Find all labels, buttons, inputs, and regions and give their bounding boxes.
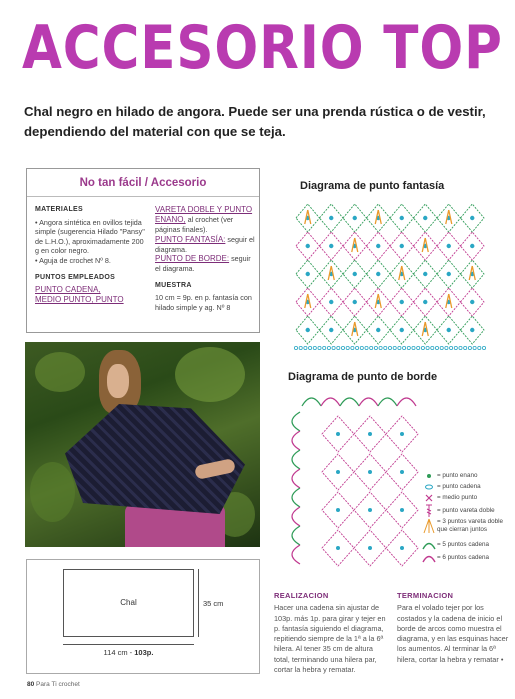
width-dimension-line <box>63 644 194 645</box>
chain-stitch <box>403 346 406 349</box>
border-arc <box>302 398 321 406</box>
muestra-title: MUESTRA <box>155 281 192 289</box>
stitch-mark <box>447 328 451 332</box>
materiales-needle: • Aguja de crochet Nº 8. <box>35 255 111 265</box>
stitch-mark <box>470 216 474 220</box>
chain-stitch <box>450 346 453 349</box>
cluster-icon <box>421 518 437 534</box>
chain-stitch <box>478 346 481 349</box>
stitch-mark <box>447 244 451 248</box>
diagram-fantasia <box>282 196 498 358</box>
stitch-borde: PUNTO DE BORDE: <box>155 254 230 264</box>
info-right-column <box>155 205 257 313</box>
magazine-name: Para Ti crochet <box>36 681 80 688</box>
border-arc <box>292 431 300 450</box>
stitch-mark <box>353 300 357 304</box>
height-dimension: 35 cm <box>203 599 224 608</box>
chain-stitch <box>309 346 312 349</box>
muestra-text: 10 cm = 9p. en p. fantasía con hilado simple y ag. Nº 8 <box>155 293 252 312</box>
stitch-fantasia: PUNTO FANTASÍA: <box>155 234 226 244</box>
stitch-mark <box>400 508 404 512</box>
stitch-mark <box>470 244 474 248</box>
cross-icon <box>421 493 437 503</box>
stitch-mark <box>368 508 372 512</box>
border-arc <box>378 398 397 406</box>
chain-stitch <box>332 346 335 349</box>
stitch-mark <box>400 328 404 332</box>
chain-stitch <box>393 346 396 349</box>
chain-stitch <box>360 346 363 349</box>
legend-item: = medio punto <box>421 492 513 503</box>
chain-stitch <box>435 346 438 349</box>
stitch-mark <box>329 300 333 304</box>
puntos-title: PUNTOS EMPLEADOS <box>35 273 116 281</box>
stitch-mark <box>400 546 404 550</box>
shawl-label: Chal <box>120 598 137 607</box>
stitch-mark <box>400 432 404 436</box>
chain-stitch <box>318 346 321 349</box>
legend-item: = punto cadena <box>421 481 513 492</box>
tall-stitch-icon <box>421 504 437 518</box>
shawl-schematic <box>26 559 260 674</box>
stitch-mark <box>353 272 357 276</box>
border-arc <box>359 398 378 406</box>
chain-stitch <box>341 346 344 349</box>
chain-stitch <box>445 346 448 349</box>
chain-stitch <box>299 346 302 349</box>
stitch-mark <box>400 244 404 248</box>
difficulty-heading: No tan fácil / Accesorio <box>27 169 259 197</box>
chain-stitch <box>407 346 410 349</box>
realizacion-section <box>274 591 388 675</box>
border-arc <box>292 412 300 431</box>
border-arc <box>292 545 300 564</box>
chain-stitch <box>417 346 420 349</box>
materiales-text: • Angora sintética en ovillos tejida simple (sugerencia Hilado "Pansy" de L.H.O.), aproximadamente 200 g en color negro. <box>35 217 145 256</box>
stitch-vareta: VARETA DOBLE Y PUNTO ENANO, <box>155 205 253 224</box>
border-arc <box>397 398 416 406</box>
foliage <box>30 462 75 522</box>
legend-item: = punto vareta doble <box>421 503 513 518</box>
chain-stitch <box>388 346 391 349</box>
chain-stitch <box>370 346 373 349</box>
chain-stitch <box>304 346 307 349</box>
chain-stitch <box>384 346 387 349</box>
stitch-mark <box>329 244 333 248</box>
stitch-cadena: PUNTO CADENA, <box>35 285 101 295</box>
stitch-mark <box>336 470 340 474</box>
width-dimension: 114 cm - 103p. <box>103 648 154 657</box>
arc6-icon <box>421 553 437 563</box>
stitch-mark <box>423 216 427 220</box>
chain-stitch <box>337 346 340 349</box>
border-arc <box>292 507 300 526</box>
chain-stitch <box>323 346 326 349</box>
legend-item: = 3 puntos vareta doble que cierran juntos <box>421 518 513 538</box>
border-arc <box>340 398 359 406</box>
black-shawl <box>65 404 245 514</box>
foliage <box>175 347 245 402</box>
stitch-mark <box>400 300 404 304</box>
stitch-medio-punto: MEDIO PUNTO, PUNTO <box>35 295 124 305</box>
chain-stitch <box>374 346 377 349</box>
terminacion-section <box>397 591 511 665</box>
model-face <box>107 364 129 398</box>
legend-item: = 6 puntos cadena <box>421 551 513 564</box>
intro-text: Chal negro en hilado de angora. Puede ser una prenda rústica o de vestir, dependiendo del material con que se teja. <box>24 104 486 139</box>
info-left-column <box>35 205 147 305</box>
stitch-mark <box>376 328 380 332</box>
materiales-title: MATERIALES <box>35 206 83 213</box>
chain-stitch <box>313 346 316 349</box>
chain-stitch <box>327 346 330 349</box>
page-title: ACCESORIO TOP <box>22 13 503 83</box>
model-photo <box>25 342 260 547</box>
stitch-mark <box>368 470 372 474</box>
stitch-fantasia-desc: seguir el diagrama. <box>155 234 255 254</box>
chain-stitch <box>468 346 471 349</box>
chain-stitch <box>356 346 359 349</box>
stitch-mark <box>368 546 372 550</box>
stitch-mark <box>306 272 310 276</box>
foliage <box>35 352 85 392</box>
stitch-mark <box>329 216 333 220</box>
chain-stitch <box>426 346 429 349</box>
page-footer <box>27 681 80 688</box>
stitch-mark <box>447 272 451 276</box>
stitch-mark <box>306 244 310 248</box>
stitch-mark <box>470 328 474 332</box>
chain-stitch <box>412 346 415 349</box>
chain-stitch <box>440 346 443 349</box>
chain-stitch <box>473 346 476 349</box>
stitch-mark <box>336 432 340 436</box>
stitch-mark <box>470 300 474 304</box>
chain-stitch <box>459 346 462 349</box>
stitch-legend <box>421 470 513 564</box>
chain-stitch <box>379 346 382 349</box>
terminacion-text: Para el volado tejer por los costados y la cadena de inicio el borde de arcos como muestra el diagrama, y en las esquinas hacer los aumentos. Al terminar la 6ª hilera, cortar la hebra y rematar • <box>397 603 509 664</box>
shawl-rectangle <box>63 569 194 637</box>
stitch-mark <box>400 216 404 220</box>
border-arc <box>292 450 300 469</box>
diagram-fantasia-title: Diagrama de punto fantasía <box>300 180 445 192</box>
stitch-mark <box>336 508 340 512</box>
chain-stitch <box>365 346 368 349</box>
border-arc <box>292 469 300 488</box>
stitch-mark <box>423 300 427 304</box>
terminacion-title: TERMINACION <box>397 591 454 600</box>
page-number: 80 <box>27 681 35 688</box>
chain-stitch <box>454 346 457 349</box>
chain-stitch <box>421 346 424 349</box>
realizacion-title: REALIZACION <box>274 591 329 600</box>
dot-icon <box>421 471 437 481</box>
stitch-mark <box>368 432 372 436</box>
border-arc <box>292 488 300 507</box>
legend-item: = punto enano <box>421 470 513 481</box>
stitch-mark <box>423 272 427 276</box>
stitch-vareta-desc: al crochet (ver páginas finales). <box>155 215 234 234</box>
chain-stitch <box>294 346 297 349</box>
realizacion-text: Hacer una cadena sin ajustar de 103p. más 1p. para girar y tejer en p. fantasía siguiendo el diagrama, repitiendo siempre de la 1ª a la 6ª hilera. Al tener 35 cm de altura total, terminando una hilera par, cortar la hebra y rematar. <box>274 603 386 675</box>
stitch-mark <box>306 328 310 332</box>
arc5-icon <box>421 540 437 550</box>
diagram-borde <box>282 388 422 570</box>
border-arc <box>321 398 340 406</box>
chain-stitch <box>464 346 467 349</box>
chain-stitch <box>351 346 354 349</box>
chain-stitch <box>431 346 434 349</box>
oval-icon <box>421 482 437 492</box>
border-arc <box>292 526 300 545</box>
stitch-mark <box>329 328 333 332</box>
stitch-mark <box>376 272 380 276</box>
stitch-borde-desc: seguir el diagrama. <box>155 254 251 274</box>
legend-item: = 5 puntos cadena <box>421 538 513 551</box>
chain-stitch <box>398 346 401 349</box>
chain-stitch <box>482 346 485 349</box>
stitch-mark <box>336 546 340 550</box>
info-box <box>26 168 260 333</box>
diagram-borde-title: Diagrama de punto de borde <box>288 371 438 383</box>
stitch-mark <box>400 470 404 474</box>
stitch-mark <box>353 216 357 220</box>
height-dimension-line <box>198 569 199 637</box>
stitch-mark <box>376 244 380 248</box>
chain-stitch <box>346 346 349 349</box>
